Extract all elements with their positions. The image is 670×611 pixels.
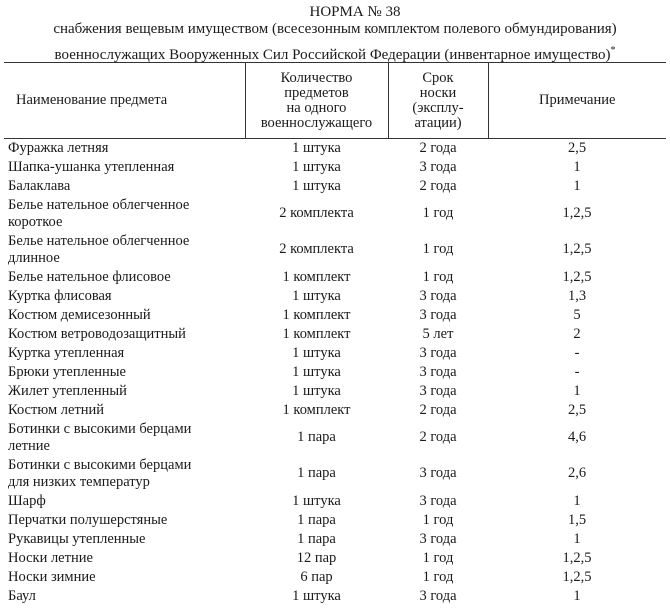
table-row [4,232,666,268]
supply-norm-table [4,62,666,606]
item-name-cell [4,420,245,456]
table-row [4,344,666,363]
note-cell: 1,5 [567,511,587,528]
quantity-cell: 1 пара [297,511,336,528]
note-cell: 1,2,5 [562,549,592,566]
item-name-cell: Шарф [8,492,46,509]
table-row [4,530,666,549]
item-name-cell: Жилет утепленный [8,382,127,399]
term-cell: 2 года [419,177,457,194]
quantity-cell: 1 пара [297,429,336,445]
item-name-cell: Баул [8,587,36,604]
item-name-cell [4,456,245,492]
header-line: (эксплу- [412,99,464,116]
item-name-cell: Балаклава [8,177,71,194]
note-cell: 2,5 [567,139,587,156]
item-name-cell: Перчатки полушерстяные [8,511,168,528]
note-cell: 2 [573,325,581,342]
table-row [4,549,666,568]
header-line: атации) [414,114,462,131]
term-cell: 3 года [419,306,457,323]
table-row [4,196,666,232]
term-cell: 1 год [422,205,454,221]
term-cell: 5 лет [422,325,454,342]
term-cell: 3 года [419,492,457,509]
term-cell: 1 год [422,268,454,285]
item-name-cell: Костюм летний [8,401,105,418]
item-name-line: длинное [8,249,60,266]
item-name-cell: Шапка-ушанка утепленная [8,158,175,175]
quantity-cell: 1 штука [292,492,341,509]
note-cell: 1 [573,177,581,194]
term-cell: 1 год [422,568,454,585]
header-line: военнослужащего [260,114,373,131]
item-name-line: короткое [8,213,63,230]
table-row [4,511,666,530]
document-subtitle-line1: снабжения вещевым имуществом (всесезонным комплектом полевого обмундирования) [53,21,617,37]
table-row [4,306,666,325]
header-line: предметов [284,84,349,101]
term-cell: 1 год [422,511,454,528]
column-header-note: Примечание [488,63,666,139]
quantity-cell: 1 комплект [282,325,351,342]
term-cell: 3 года [419,344,457,361]
item-name-cell: Куртка утепленная [8,344,125,361]
table-row [4,268,666,287]
quantity-cell: 1 штука [292,158,341,175]
document-subtitle-line2 [0,42,670,64]
quantity-cell: 12 пар [296,549,337,566]
table-row [4,568,666,587]
note-cell: 1,2,5 [562,568,592,585]
term-cell: 2 года [419,429,457,445]
note-cell: 1,2,5 [562,205,592,221]
quantity-cell: 1 комплект [282,306,351,323]
table-row [4,177,666,196]
note-cell: 5 [573,306,581,323]
note-cell: 1,3 [567,287,587,304]
term-cell: 3 года [419,382,457,399]
term-cell: 2 года [419,139,457,156]
header-line: Срок [422,69,454,86]
item-name-cell: Костюм демисезонный [8,306,151,323]
quantity-cell: 2 комплекта [279,241,354,257]
term-cell: 3 года [419,587,457,604]
table-row [4,456,666,492]
quantity-cell: 2 комплекта [279,205,354,221]
header-line: носки [419,84,457,101]
table-row [4,492,666,511]
subtitle-text: военнослужащих Вооруженных Сил Российской Федерации (инвентарное имущество) [54,47,611,63]
note-cell: 1,2,5 [562,268,592,285]
quantity-cell: 1 штука [292,363,341,380]
item-name-cell: Рукавицы утепленные [8,530,146,547]
item-name-cell: Фуражка летняя [8,139,109,156]
table-row [4,420,666,456]
note-cell: 2,5 [567,401,587,418]
column-header-item-name: Наименование предмета [4,63,245,139]
note-cell: 1 [573,587,581,604]
term-cell: 1 год [422,549,454,566]
term-cell: 3 года [419,530,457,547]
header-line: Количество [280,69,353,86]
item-name-cell: Белье нательное флисовое [8,268,171,285]
note-cell: - [574,363,580,380]
quantity-cell: 1 штука [292,287,341,304]
item-name-cell: Куртка флисовая [8,287,112,304]
table-row [4,139,666,158]
item-name-line: Белье нательное облегченное [8,196,190,213]
item-name-line: летние [8,437,50,454]
term-cell: 3 года [419,465,457,481]
term-cell: 3 года [419,363,457,380]
term-cell: 2 года [419,401,457,418]
table-row [4,401,666,420]
note-cell: 1 [573,158,581,175]
note-cell: - [574,344,580,361]
item-name-line: Ботинки с высокими берцами [8,420,192,437]
item-name-cell [4,232,245,268]
quantity-cell: 1 пара [297,465,336,481]
quantity-cell: 1 штука [292,177,341,194]
note-cell: 4,6 [567,429,587,445]
table-row [4,587,666,606]
quantity-cell: 1 штука [292,587,341,604]
quantity-cell: 1 пара [297,530,336,547]
quantity-cell: 1 штука [292,139,341,156]
item-name-cell: Носки летние [8,549,93,566]
item-name-line: для низких температур [8,473,150,490]
quantity-cell: 1 штука [292,344,341,361]
term-cell: 1 год [422,241,454,257]
table-header-row [4,63,666,139]
quantity-cell: 1 комплект [282,401,351,418]
table-row [4,363,666,382]
quantity-cell: 6 пар [300,568,333,585]
note-cell: 1 [573,492,581,509]
footnote-mark: * [610,45,616,56]
quantity-cell: 1 комплект [282,268,351,285]
column-header-quantity [245,63,388,139]
header-line: на одного [286,99,347,116]
note-cell: 1 [573,530,581,547]
quantity-cell: 1 штука [292,382,341,399]
document-title: НОРМА № 38 [309,4,401,20]
table-row [4,287,666,306]
note-cell: 1 [573,382,581,399]
table-row [4,382,666,401]
item-name-cell: Костюм ветроводозащитный [8,325,186,342]
table-row [4,158,666,177]
term-cell: 3 года [419,287,457,304]
table-row [4,325,666,344]
item-name-cell: Носки зимние [8,568,96,585]
item-name-cell: Брюки утепленные [8,363,126,380]
note-cell: 1,2,5 [562,241,592,257]
column-header-term [388,63,488,139]
item-name-line: Белье нательное облегченное [8,232,190,249]
item-name-cell [4,196,245,232]
note-cell: 2,6 [567,465,587,481]
item-name-line: Ботинки с высокими берцами [8,456,192,473]
term-cell: 3 года [419,158,457,175]
